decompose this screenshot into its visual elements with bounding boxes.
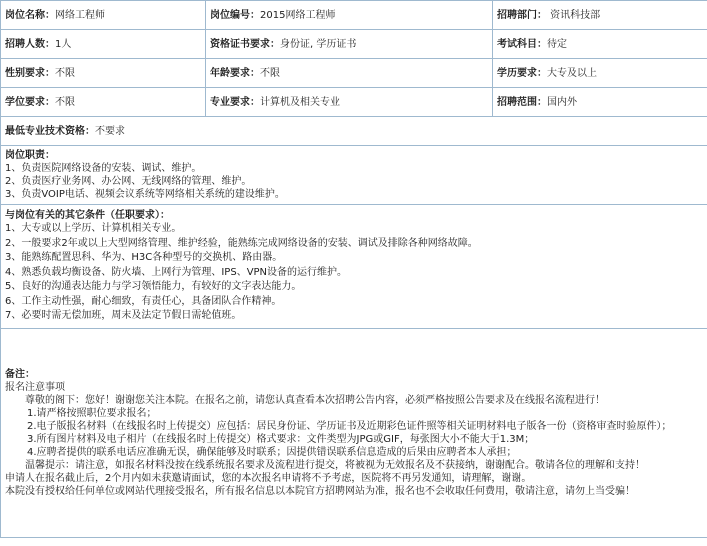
info-value: 计算机及相关专业 (260, 96, 340, 108)
info-label: 岗位名称： (5, 9, 55, 21)
list-item: 3、负责VOIP电话、视频会议系统等网络相关系统的建设维护。 (5, 189, 285, 200)
info-label: 招聘人数： (5, 38, 55, 50)
list-item: 7、必要时需无偿加班，周末及法定节假日需轮值班。 (5, 310, 242, 322)
list-item: 1、大专或以上学历、计算机相关专业。 (5, 223, 182, 235)
list-item: 2、一般要求2年或以上大型网络管理、维护经验，能熟练完成网络设备的安装、调试及排除各种网络故障。 (5, 237, 478, 249)
info-value: 待定 (547, 38, 567, 50)
info-value: 资讯科技部 (547, 9, 601, 21)
info-row (1, 59, 707, 88)
info-label: 学位要求： (5, 96, 55, 108)
info-cell (206, 88, 493, 117)
info-row (1, 88, 707, 117)
info-value: 2015网络工程师 (260, 9, 336, 21)
duties-row (1, 146, 707, 205)
notes-heading: 报名注意事项 (5, 382, 65, 393)
list-item: 2.电子版报名材料（在线报名时上传提交）应包括：居民身份证、学历证书及近期彩色证件照等相关证明材料电子版各一份（资格审查时验原件）； (27, 421, 672, 432)
info-value: 大专及以上 (547, 67, 597, 79)
info-cell (493, 1, 707, 30)
info-cell (206, 1, 493, 30)
info-cell (1, 30, 206, 59)
conditions-title: 与岗位有关的其它条件（任职要求）： (5, 210, 170, 222)
list-item: 3、能熟练配置思科、华为、H3C各种型号的交换机、路由器。 (5, 252, 283, 264)
notes-cell (1, 329, 707, 538)
info-label: 资格证书要求： (210, 38, 280, 50)
info-label: 专业要求： (210, 96, 260, 108)
min-qualification-cell (1, 117, 707, 146)
info-cell (493, 30, 707, 59)
info-label: 岗位编号： (210, 9, 260, 21)
list-item: 4、熟悉负载均衡设备、防火墙、上网行为管理、IPS、VPN设备的运行维护。 (5, 266, 348, 278)
notes-paragraph: 本院没有授权给任何单位或网站代理接受报名，所有报名信息以本院官方招聘网站为准，报名也不会收取任何费用，敬请注意，请勿上当受骗！ (5, 486, 635, 497)
notes-title: 备注： (5, 369, 35, 380)
notes-paragraph: 申请人在报名截止后，2个月内如未获邀请面试，您的本次报名申请将不予考虑，医院将不再另发通知，请理解，谢谢。 (5, 473, 532, 484)
list-item: 2、负责医疗业务网、办公网、无线网络的管理、维护。 (5, 176, 252, 187)
info-row (1, 30, 707, 59)
list-item: 3.所有图片材料及电子相片（在线报名时上传提交）格式要求：文件类型为JPG或GIF，每张图大小不能大于1.3M； (27, 434, 535, 445)
info-label: 考试科目： (497, 38, 547, 50)
info-cell (1, 59, 206, 88)
list-item: 6、工作主动性强，耐心细致，有责任心，具备团队合作精神。 (5, 295, 282, 307)
info-value: 网络工程师 (55, 9, 105, 21)
info-label: 招聘部门： (497, 9, 547, 21)
info-value: 1人 (55, 38, 72, 50)
conditions-row (1, 205, 707, 329)
info-label: 年龄要求： (210, 67, 260, 79)
list-item: 1.请严格按照职位要求报名； (27, 408, 157, 419)
info-cell (493, 59, 707, 88)
notes-reminder: 温馨提示：请注意，如报名材料没按在线系统报名要求及流程进行提交，将被视为无效报名及不获接纳，谢谢配合。敬请各位的理解和支持！ (25, 460, 645, 471)
info-value: 不限 (55, 67, 75, 79)
info-label: 性别要求： (5, 67, 55, 79)
info-cell (1, 1, 206, 30)
info-value: 身份证, 学历证书 (280, 38, 357, 50)
conditions-cell (1, 205, 707, 329)
notes-greeting: 尊敬的阁下：您好！谢谢您关注本院。在报名之前，请您认真查看本次招聘公告内容，必须严格按照公告要求及在线报名流程进行！ (25, 395, 605, 406)
duties-title: 岗位职责： (5, 150, 55, 161)
min-qualification-value: 不要求 (95, 125, 125, 137)
info-label: 招聘范围： (497, 96, 547, 108)
duties-cell (1, 146, 707, 205)
min-qualification-label: 最低专业技术资格： (5, 125, 95, 137)
notes-row (1, 329, 707, 538)
info-cell (493, 88, 707, 117)
info-cell (206, 30, 493, 59)
info-label: 学历要求： (497, 67, 547, 79)
list-item: 1、负责医院网络设备的安装、调试、维护。 (5, 163, 202, 174)
info-value: 不限 (260, 67, 280, 79)
info-value: 国内外 (547, 96, 577, 108)
info-value: 不限 (55, 96, 75, 108)
info-cell (206, 59, 493, 88)
info-row (1, 1, 707, 30)
min-qualification-row (1, 117, 707, 146)
list-item: 5、良好的沟通表达能力与学习领悟能力，有较好的文字表达能力。 (5, 281, 302, 293)
list-item: 4.应聘者提供的联系电话应准确无误，确保能够及时联系；因提供错误联系信息造成的后果由应聘者本人承担； (27, 447, 517, 458)
info-cell (1, 88, 206, 117)
